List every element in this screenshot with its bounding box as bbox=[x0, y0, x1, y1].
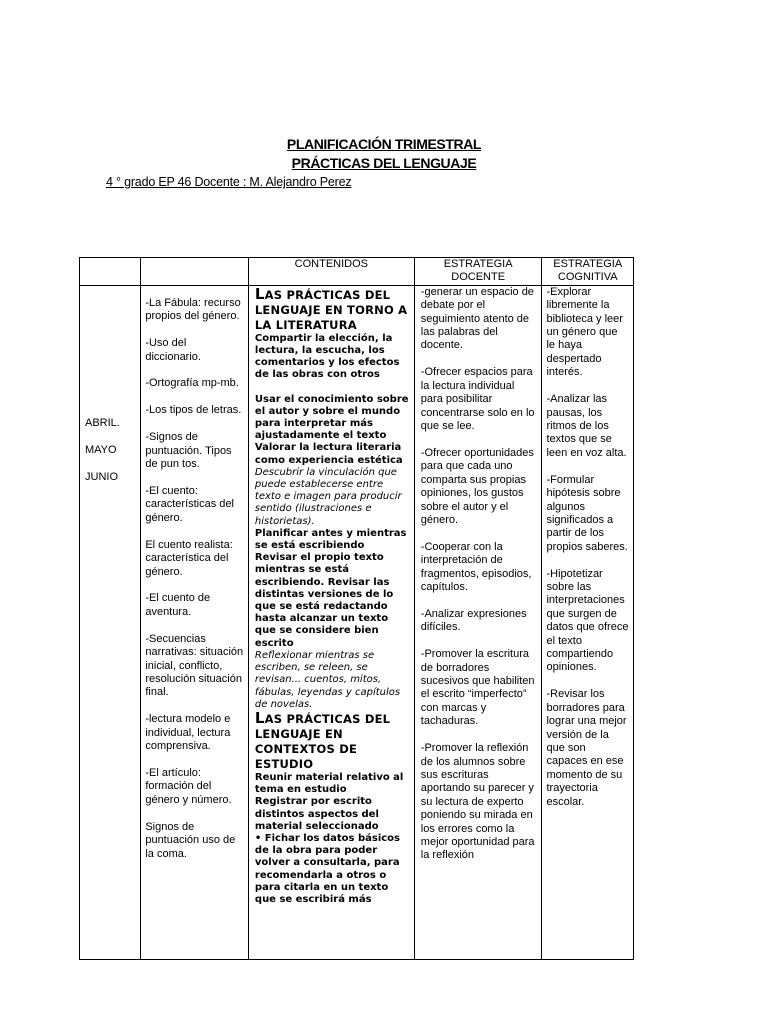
month-label: ABRIL. bbox=[85, 416, 120, 429]
table-header-row bbox=[80, 258, 634, 286]
content-item: Revisar el propio texto mientras se está escribiendo. Revisar las distintas versiones de lo que se está redactando hasta alcanzar un texto que se considere bien escrito bbox=[254, 552, 394, 649]
list-item: -Los tipos de letras. bbox=[145, 404, 242, 417]
table-row bbox=[80, 285, 634, 959]
document-subject: PRÁCTICAS DEL LENGUAJE bbox=[291, 155, 477, 171]
list-item: El cuento realista: característica del género. bbox=[145, 538, 233, 578]
section-heading-literatura: LAS PRÁCTICAS DEL LENGUAJE EN TORNO A LA LITERATURA bbox=[254, 284, 408, 332]
content-item: Reunir material relativo al tema en estudio bbox=[254, 771, 404, 796]
list-item: -La Fábula: recurso propios del género. bbox=[145, 296, 241, 323]
list-item: -Uso del diccionario. bbox=[145, 337, 201, 363]
list-item: -El cuento de aventura. bbox=[145, 592, 211, 618]
topics-cell bbox=[141, 285, 249, 959]
list-item: -El artículo: formación del género y número. bbox=[145, 766, 232, 806]
list-item: -Hipotetizar sobre las interpretaciones que surgen de datos que ofrece el texto compartiendo opiniones. bbox=[546, 567, 629, 674]
header-estrategia-cognitiva: ESTRATEGIA COGNITIVA bbox=[542, 258, 634, 286]
list-item: Signos de puntuación uso de la coma. bbox=[145, 820, 236, 860]
list-item: -Promover la escritura de borradores sucesivos que habiliten el escrito “imperfecto” con marcas y tachaduras. bbox=[420, 648, 535, 728]
content-item: Planificar antes y mientras se está escribiendo bbox=[254, 527, 407, 552]
list-item: -Promover la reflexión de los alumnos sobre sus escrituras aportando su parecer y su lectura de experto poniendo su mirada en los errores como la mejor oportunidad para la reflexión bbox=[420, 742, 535, 862]
list-item: -generar un espacio de debate por el seguimiento atento de las palabras del docente. bbox=[420, 285, 534, 352]
list-item: -Cooperar con la interpretación de fragmentos, episodios, capítulos. bbox=[420, 540, 532, 594]
cognitive-strategy-cell bbox=[542, 285, 634, 959]
months-cell bbox=[80, 285, 141, 959]
content-item: Descubrir la vinculación que puede establecerse entre texto e imagen para producir sentido (ilustraciones e historietas). bbox=[254, 466, 402, 527]
header-estrategia-docente: ESTRATEGIA DOCENTE bbox=[414, 258, 542, 286]
section-heading-estudio: LAS PRÁCTICAS DEL LENGUAJE EN CONTEXTOS DE ESTUDIO bbox=[254, 708, 391, 771]
header-cell-empty-1 bbox=[80, 258, 141, 286]
list-item: -Secuencias narrativas: situación inicial, conflicto, resolución situación final. bbox=[145, 632, 244, 699]
list-item: -Explorar libremente la biblioteca y leer un género que le haya despertado interés. bbox=[546, 285, 623, 379]
content-item: Registrar por escrito distintos aspectos del material seleccionado bbox=[254, 796, 379, 832]
document-subtitle: 4 ° grado EP 46 Docente : M. Alejandro Perez bbox=[106, 175, 352, 189]
content-item: Compartir la elección, la lectura, la escucha, los comentarios y los efectos de las obras con otros bbox=[254, 332, 400, 381]
header-cell-empty-2 bbox=[141, 258, 249, 286]
teacher-strategy-cell bbox=[414, 285, 542, 959]
month-label: JUNIO bbox=[85, 470, 118, 483]
list-item: -Ortografía mp-mb. bbox=[145, 377, 239, 390]
list-item: -Ofrecer oportunidades para que cada uno comparta sus propias opiniones, los gustos sobre el autor y el género. bbox=[420, 446, 534, 526]
content-item: • Fichar los datos básicos de la obra para poder volver a consultarla, para recomendarla a otros o para citarla en un texto que se escribirá más bbox=[254, 832, 401, 905]
list-item: -lectura modelo e individual, lectura comprensiva. bbox=[145, 713, 231, 753]
list-item: -Analizar expresiones difíciles. bbox=[420, 607, 527, 634]
contents-cell bbox=[248, 285, 414, 959]
list-item: -Signos de puntuación. Tipos de pun tos. bbox=[145, 431, 232, 471]
month-label: MAYO bbox=[85, 443, 117, 456]
content-item: Valorar la lectura literaria como experiencia estética bbox=[254, 442, 403, 466]
list-item: -Ofrecer espacios para la lectura individual para posibilitar concentrarse solo en lo que se lee. bbox=[420, 366, 535, 432]
list-item: -Analizar las pausas, los ritmos de los textos que se leen en voz alta. bbox=[546, 393, 627, 459]
content-item: Reflexionar mientras se escriben, se releen, se revisan... cuentos, mitos, fábulas, leyendas y capítulos de novelas. bbox=[254, 649, 401, 710]
list-item: -El cuento: características del género. bbox=[145, 484, 234, 524]
document-title: PLANIFICACIÓN TRIMESTRAL bbox=[286, 136, 482, 152]
list-item: -Revisar los borradores para lograr una mejor versión de la que son capaces en ese momento de su trayectoria escolar. bbox=[546, 688, 627, 808]
list-item: -Formular hipótesis sobre algunos significados a partir de los propios saberes. bbox=[546, 473, 628, 553]
header-contenidos: CONTENIDOS bbox=[248, 258, 414, 286]
content-item: Usar el conocimiento sobre el autor y sobre el mundo para interpretar más ajustadamente el texto bbox=[254, 393, 409, 442]
planning-table bbox=[79, 257, 634, 960]
